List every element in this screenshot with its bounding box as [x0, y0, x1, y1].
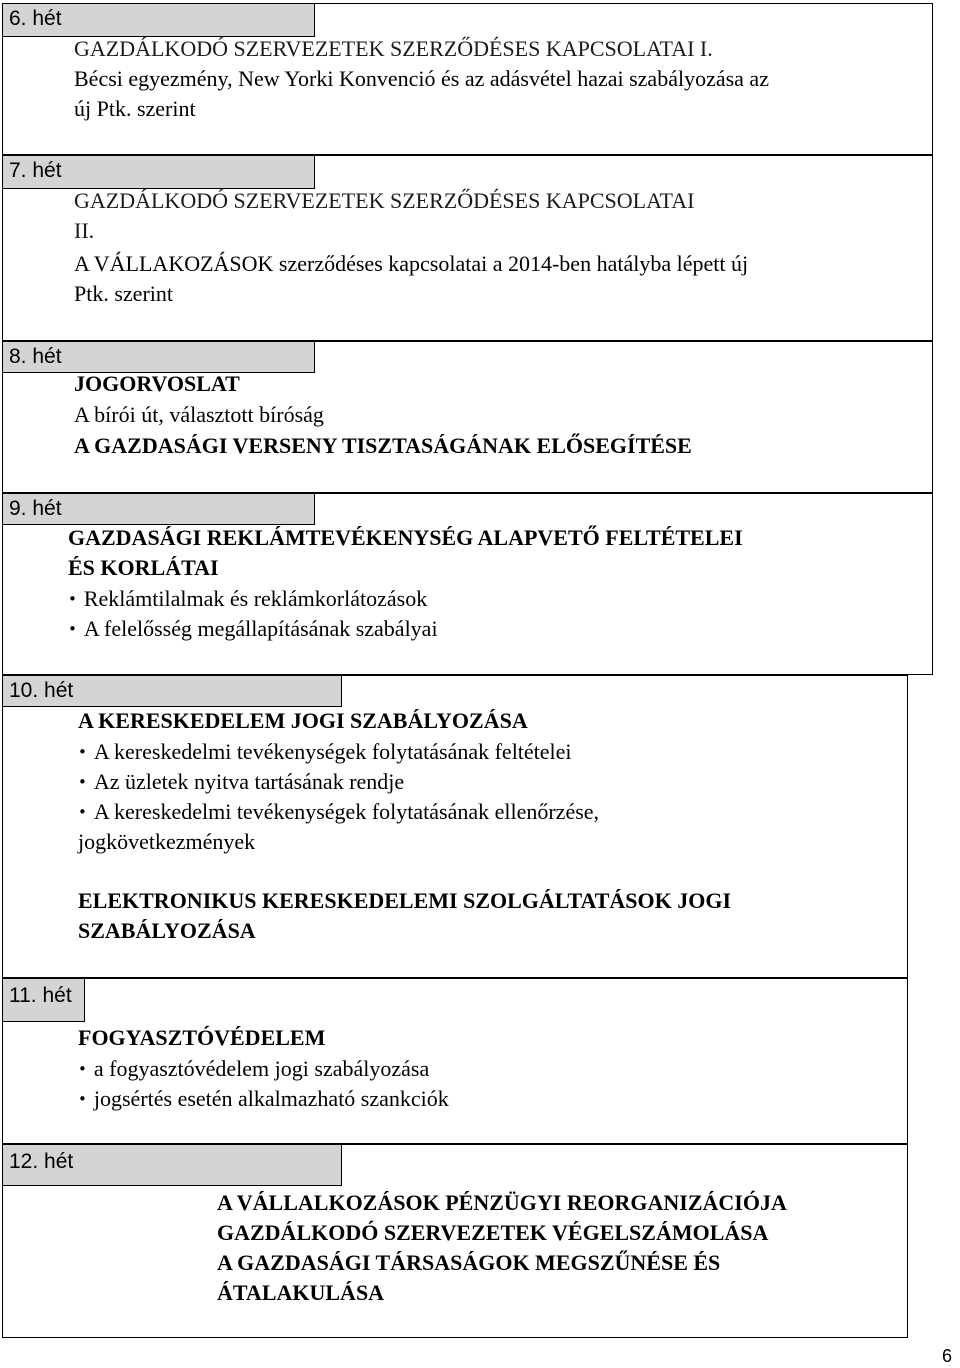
week-9-label: 9. hét: [2, 493, 315, 525]
week-8-subtitle: A GAZDASÁGI VERSENY TISZTASÁGÁNAK ELŐSEGÍTÉSE: [74, 433, 692, 458]
week-8-title: JOGORVOSLAT: [74, 371, 240, 396]
week-10-label: 10. hét: [2, 675, 342, 707]
week-7-title-cont: II.: [74, 218, 95, 243]
week-9-bullet: • Reklámtilalmak és reklámkorlátozások: [68, 584, 427, 616]
week-8-line: A bírói út, választott bíróság: [74, 402, 324, 427]
week-12-title: A VÁLLALKOZÁSOK PÉNZÜGYI REORGANIZÁCIÓJA: [217, 1190, 787, 1215]
week-10-bullet: • A kereskedelmi tevékenységek folytatásának ellenőrzése,: [78, 797, 599, 829]
week-12-label: 12. hét: [2, 1144, 342, 1186]
week-8-label: 8. hét: [2, 341, 315, 373]
week-7-title: GAZDÁLKODÓ SZERVEZETEK SZERZŐDÉSES KAPCSOLATAI: [74, 188, 695, 213]
week-12-title: GAZDÁLKODÓ SZERVEZETEK VÉGELSZÁMOLÁSA: [217, 1220, 769, 1245]
week-10-bullet: • Az üzletek nyitva tartásának rendje: [78, 767, 404, 799]
week-6-line: új Ptk. szerint: [74, 96, 196, 121]
week-10-subtitle: ELEKTRONIKUS KERESKEDELEMI SZOLGÁLTATÁSOK JOGI: [78, 888, 732, 913]
week-6-label: 6. hét: [2, 3, 315, 37]
week-10-title: A KERESKEDELEM JOGI SZABÁLYOZÁSA: [78, 708, 528, 733]
week-9-bullet: • A felelősség megállapításának szabályai: [68, 614, 438, 646]
week-11-label: 11. hét: [2, 978, 85, 1022]
week-11-bullet: • jogsértés esetén alkalmazható szankciók: [78, 1084, 449, 1116]
week-6-title: GAZDÁLKODÓ SZERVEZETEK SZERZŐDÉSES KAPCSOLATAI I.: [74, 36, 713, 61]
week-9-title: GAZDASÁGI REKLÁMTEVÉKENYSÉG ALAPVETŐ FELTÉTELEI: [68, 525, 743, 550]
week-11-title: FOGYASZTÓVÉDELEM: [78, 1025, 326, 1050]
week-10-subtitle-cont: SZABÁLYOZÁSA: [78, 918, 256, 943]
week-12-title: ÁTALAKULÁSA: [217, 1280, 385, 1305]
week-7-label: 7. hét: [2, 155, 315, 189]
week-9-title-cont: ÉS KORLÁTAI: [68, 555, 219, 580]
week-12-title: A GAZDASÁGI TÁRSASÁGOK MEGSZŰNÉSE ÉS: [217, 1250, 721, 1275]
week-6-line: Bécsi egyezmény, New Yorki Konvenció és az adásvétel hazai szabályozása az: [74, 66, 769, 91]
page-number: 6: [941, 1346, 952, 1366]
week-7-line: A VÁLLAKOZÁSOK szerződéses kapcsolatai a 2014-ben hatályba lépett új: [74, 251, 749, 276]
week-10-line: jogkövetkezmények: [78, 829, 256, 854]
week-10-bullet: • A kereskedelmi tevékenységek folytatásának feltételei: [78, 737, 572, 769]
week-7-line: Ptk. szerint: [74, 281, 173, 306]
week-11-bullet: • a fogyasztóvédelem jogi szabályozása: [78, 1054, 429, 1086]
